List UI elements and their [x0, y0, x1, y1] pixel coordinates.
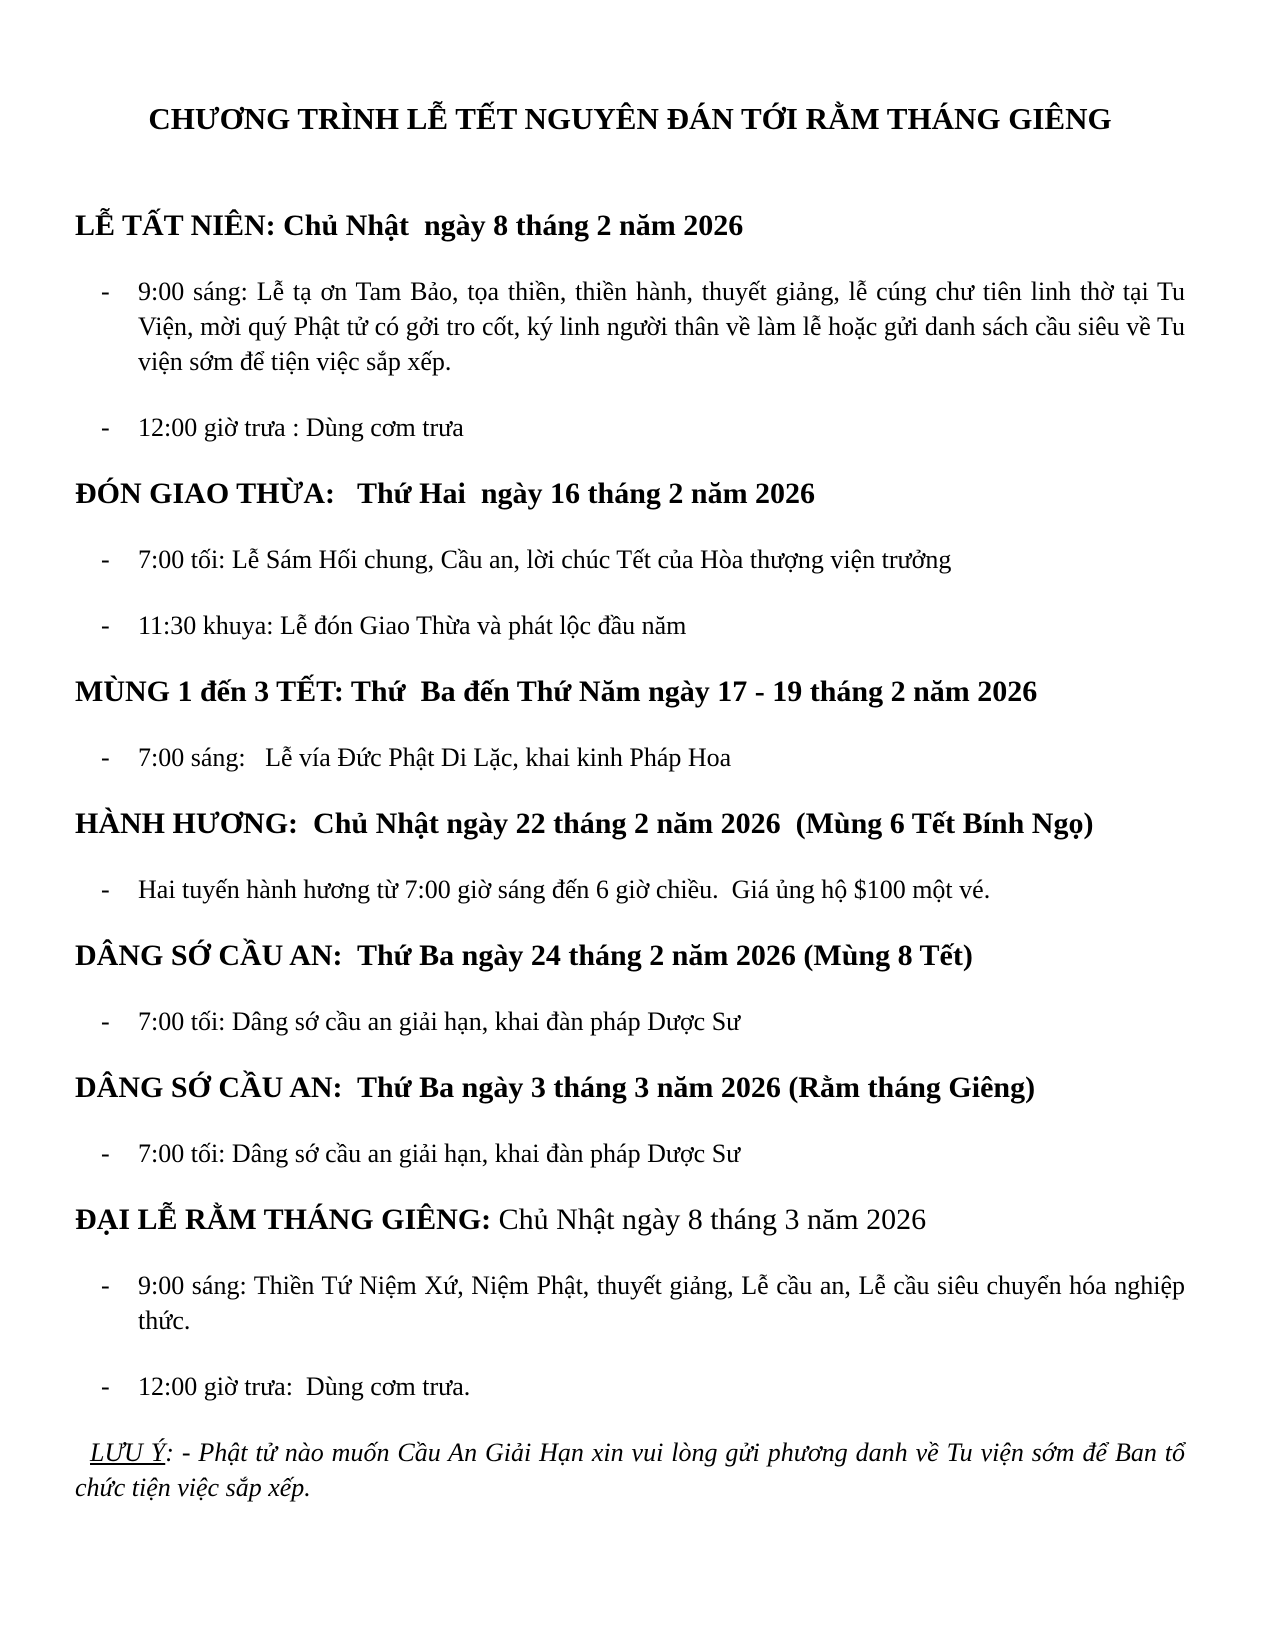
schedule-section	[75, 938, 1185, 1039]
section-heading-bold: LỄ TẤT NIÊN: Chủ Nhật ngày 8 tháng 2 năm 2026	[75, 209, 744, 242]
section-bullets	[75, 740, 1185, 775]
bullet-text: 12:00 giờ trưa : Dùng cơm trưa	[138, 413, 464, 442]
schedule-section	[75, 1202, 1192, 1404]
bullet-dash: -	[101, 1372, 110, 1401]
bullet-text: 7:00 tối: Dâng sớ cầu an giải hạn, khai đàn pháp Dược Sư	[138, 1139, 741, 1168]
bullet-dash: -	[101, 875, 110, 904]
section-heading	[75, 1202, 1185, 1238]
bullet-item	[75, 1369, 1185, 1404]
section-bullets	[75, 1268, 1192, 1404]
section-heading-bold: MÙNG 1 đến 3 TẾT: Thứ Ba đến Thứ Năm ngày 17 - 19 tháng 2 năm 2026	[75, 675, 1038, 708]
bullet-dash: -	[101, 611, 110, 640]
bullet-item	[75, 1004, 1185, 1039]
bullet-dash: -	[101, 1271, 110, 1300]
section-heading-bold: HÀNH HƯƠNG: Chủ Nhật ngày 22 tháng 2 năm 2026 (Mùng 6 Tết Bính Ngọ)	[75, 807, 1094, 840]
schedule-section	[75, 208, 1192, 445]
section-bullets	[75, 542, 1185, 643]
bullet-dash: -	[101, 545, 110, 574]
section-heading	[75, 806, 1185, 842]
bullet-dash: -	[101, 1007, 110, 1036]
note-paragraph	[75, 1435, 1192, 1505]
section-heading-bold: ĐẠI LỄ RẰM THÁNG GIÊNG:	[75, 1203, 492, 1236]
section-bullets	[75, 1004, 1185, 1039]
bullet-text: 7:00 sáng: Lễ vía Đức Phật Di Lặc, khai kinh Pháp Hoa	[138, 743, 732, 772]
schedule-section	[75, 1070, 1185, 1171]
bullet-text: 7:00 tối: Dâng sớ cầu an giải hạn, khai đàn pháp Dược Sư	[138, 1007, 741, 1036]
bullet-text: 9:00 sáng: Thiền Tứ Niệm Xứ, Niệm Phật, thuyết giảng, Lễ cầu an, Lễ cầu siêu chuyển hóa nghiệp thức.	[138, 1271, 1192, 1335]
section-heading-bold: DÂNG SỚ CẦU AN: Thứ Ba ngày 24 tháng 2 năm 2026 (Mùng 8 Tết)	[75, 939, 973, 972]
bullet-text: Hai tuyến hành hương từ 7:00 giờ sáng đến 6 giờ chiều. Giá ủng hộ $100 một vé.	[138, 875, 991, 904]
document-title: CHƯƠNG TRÌNH LỄ TẾT NGUYÊN ĐÁN TỚI RẰM THÁNG GIÊNG	[148, 101, 1112, 136]
bullet-text: 9:00 sáng: Lễ tạ ơn Tam Bảo, tọa thiền, thiền hành, thuyết giảng, lễ cúng chư tiên linh thờ tại Tu Viện, mời quý Phật tử có gởi tro cốt, ký linh người thân về làm lễ hoặc gửi danh sách cầu siêu về Tu viện sớm để tiện việc sắp xếp.	[138, 277, 1192, 376]
section-heading	[75, 1070, 1185, 1106]
schedule-sections	[75, 208, 1192, 1404]
bullet-item	[75, 1268, 1192, 1338]
section-bullets	[75, 1136, 1185, 1171]
bullet-item	[75, 608, 1185, 643]
bullet-item	[75, 1136, 1185, 1171]
bullet-dash: -	[101, 743, 110, 772]
bullet-dash: -	[101, 277, 110, 306]
section-heading-regular: Chủ Nhật ngày 8 tháng 3 năm 2026	[491, 1203, 927, 1236]
section-heading-bold: ĐÓN GIAO THỪA: Thứ Hai ngày 16 tháng 2 năm 2026	[75, 477, 816, 510]
note-label: LƯU Ý	[90, 1438, 166, 1467]
section-heading	[75, 208, 1185, 244]
bullet-text: 7:00 tối: Lễ Sám Hối chung, Cầu an, lời chúc Tết của Hòa thượng viện trưởng	[138, 545, 952, 574]
bullet-text: 12:00 giờ trưa: Dùng cơm trưa.	[138, 1372, 471, 1401]
bullet-item	[75, 274, 1192, 379]
note-text: : - Phật tử nào muốn Cầu An Giải Hạn xin vui lòng gửi phương danh về Tu viện sớm để Ban tổ chức tiện việc sắp xếp.	[75, 1438, 1192, 1502]
section-heading-bold: DÂNG SỚ CẦU AN: Thứ Ba ngày 3 tháng 3 năm 2026 (Rằm tháng Giêng)	[75, 1071, 1036, 1104]
schedule-section	[75, 806, 1185, 907]
bullet-text: 11:30 khuya: Lễ đón Giao Thừa và phát lộc đầu năm	[138, 611, 687, 640]
section-bullets	[75, 274, 1192, 445]
section-heading	[75, 476, 1185, 512]
section-heading	[75, 674, 1185, 710]
bullet-item	[75, 740, 1185, 775]
bullet-item	[75, 872, 1185, 907]
section-bullets	[75, 872, 1185, 907]
bullet-dash: -	[101, 1139, 110, 1168]
schedule-section	[75, 674, 1185, 775]
bullet-dash: -	[101, 413, 110, 442]
schedule-section	[75, 476, 1185, 643]
bullet-item	[75, 542, 1185, 577]
section-heading	[75, 938, 1185, 974]
bullet-item	[75, 410, 1185, 445]
